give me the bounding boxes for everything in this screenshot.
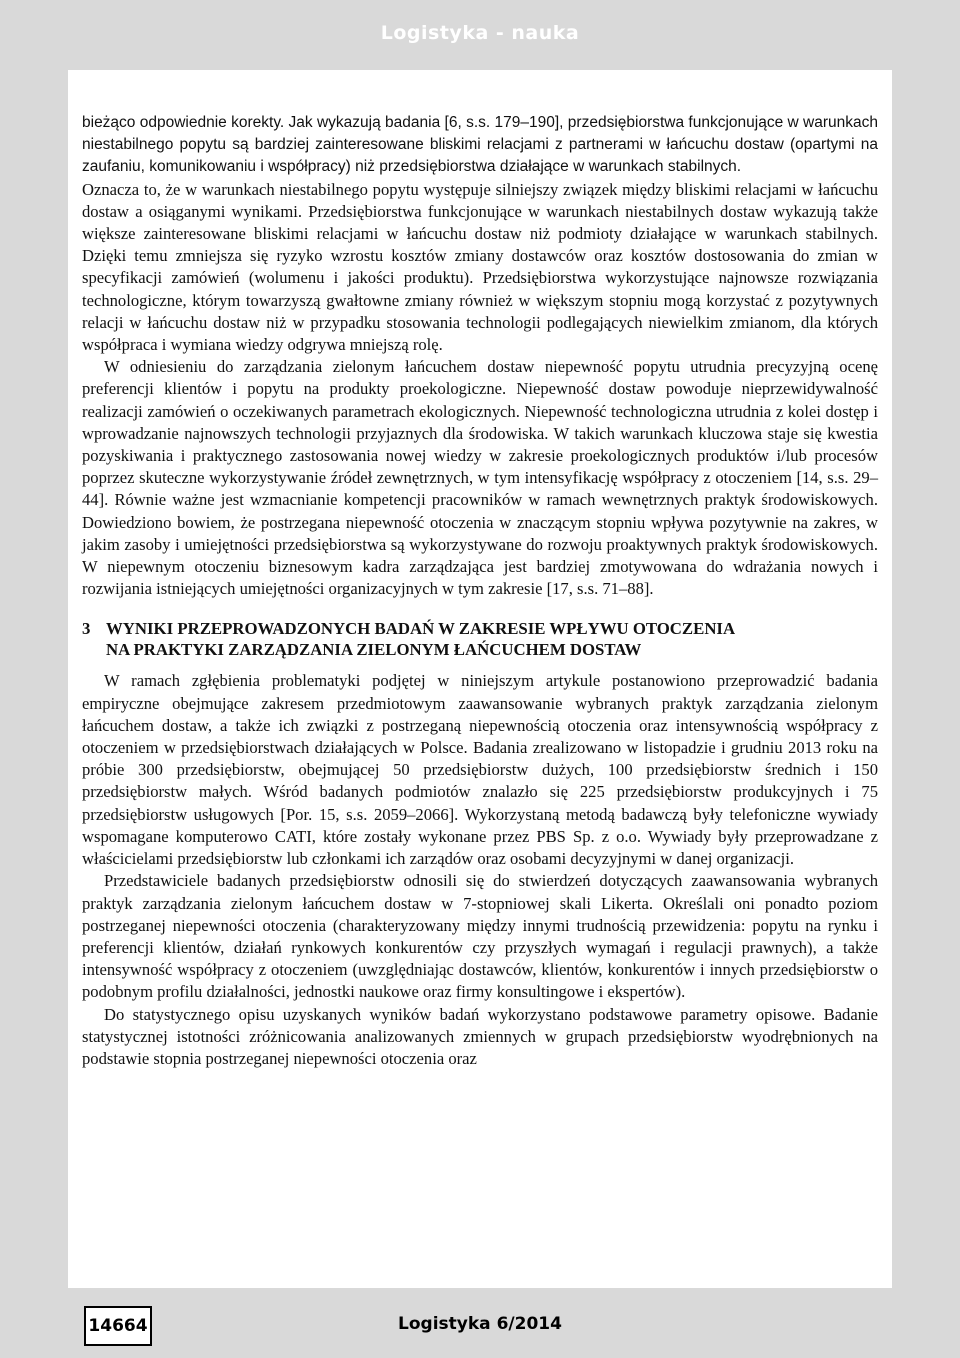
journal-issue: Logistyka 6/2014 <box>398 1314 562 1334</box>
paragraph: W odniesieniu do zarządzania zielonym łańcuchem dostaw niepewność popytu utrudnia precyzyjną ocenę preferencji klientów i popytu na produkty proekologiczne. Niepewność dostaw powoduje nieprzewidywalność realizacji zamówień o oczekiwanych parametrach ekologicznych. Niepewność technologiczna utrudnia z kolei dostęp i wprowadzanie najnowszych technologii przyjaznych dla środowiska. W takich warunkach kluczowa staje się kwestia pozyskiwania i praktycznego zastosowania nowej wiedzy w zakresie proekologicznych produktów i/lub procesów poprzez skuteczne wykorzystywanie źródeł zewnętrznych, w tym intensyfikację współpracy z otoczeniem [14, s.s. 29–44]. Równie ważne jest wzmacnianie kompetencji pracowników w ramach wewnętrznych praktyk środowiskowych. Dowiedziono bowiem, że postrzegana niepewność otoczenia w znaczącym stopniu wpływa pozytywnie na zakres, w jakim zasoby i umiejętności przedsiębiorstwa są wykorzystywane do rozwoju proaktywnych praktyk środowiskowych. W niepewnym otoczeniu biznesowym kadra zarządzająca jest bardziej zmotywowana do wdrażania nowych i rozwijania istniejących umiejętności organizacyjnych w tym zakresie [17, s.s. 71–88]. <box>82 357 878 599</box>
page-header <box>0 0 960 70</box>
journal-section-title: Logistyka - nauka <box>380 22 580 44</box>
paragraph: Przedstawiciele badanych przedsiębiorstw odnosili się do stwierdzeń dotyczących zaawansowania wybranych praktyk zarządzania zielonym łańcuchem dostaw w 7-stopniowej skali Likerta. Określali oni ponadto poziom postrzeganej niepewności otoczenia (charakteryzowany między innymi trudnością przewidzenia: popytu na rynku i preferencji klientów, działań rynkowych konkurentów czy przyszłych wymagań i regulacji prawnych), a także intensywność współpracy z otoczeniem (uwzględniając dostawców, klientów, konkurentów i innych przedsiębiorstw o podobnym profilu działalności, jednostki naukowe oraz firmy konsultingowe i ekspertów). <box>82 871 878 1002</box>
section-title-line: NA PRAKTYKI ZARZĄDZANIA ZIELONYM ŁAŃCUCHEM DOSTAW <box>106 640 642 660</box>
section-title <box>106 618 878 660</box>
paragraph: Do statystycznego opisu uzyskanych wyników badań wykorzystano podstawowe parametry opisowe. Badanie statystycznej istotności zróżnicowania analizowanych zmiennych w grupach przedsiębiorstw wyodrębnionych na podstawie stopnia postrzeganej niepewności otoczenia oraz <box>82 1004 878 1068</box>
article-text <box>82 112 878 1070</box>
section-heading <box>82 618 878 660</box>
section-number: 3 <box>82 619 91 639</box>
section-title-line: WYNIKI PRZEPROWADZONYCH BADAŃ W ZAKRESIE WPŁYWU OTOCZENIA <box>106 619 736 639</box>
paragraph: Oznacza to, że w warunkach niestabilnego popytu występuje silniejszy związek między bliskimi relacjami w łańcuchu dostaw a osiąganymi wynikami. Przedsiębiorstwa funkcjonujące w warunkach niestabilnych dostaw wykazują także większe zainteresowane bliskimi relacjami w łańcuchu dostaw niż podmioty działające w warunkach stabilnych. Dzięki temu zmniejsza się ryzyko wzrostu kosztów zmiany dostawców oraz kosztów dostosowania do zmian w specyfikacji zamówień (wolumenu i jakości produktu). Przedsiębiorstwa wykorzystujące najnowsze rozwiązania technologiczne, którym towarzyszą gwałtowne zmiany również w większym stopniu mogą korzystać z pozytywnych relacji w łańcuchu dostaw niż w przypadku stosowania technologii podlegających niewielkim zmianom, dla których współpraca i wymiana wiedzy odgrywa mniejszą rolę. <box>82 179 878 355</box>
page-footer <box>0 1288 960 1358</box>
page-body <box>68 70 892 1288</box>
page-number: 14664 <box>84 1306 152 1346</box>
paragraph: bieżąco odpowiednie korekty. Jak wykazują badania [6, s.s. 179–190], przedsiębiorstwa funkcjonujące w warunkach niestabilnego popytu są bardziej zainteresowane bliskimi relacjami z partnerami w łańcuchu dostaw (opartymi na zaufaniu, komunikowaniu i współpracy) niż przedsiębiorstwa działające w warunkach stabilnych. <box>82 114 878 176</box>
paragraph: W ramach zgłębienia problematyki podjętej w niniejszym artykule postanowiono przeprowadzić badania empiryczne obejmujące zakresem przedmiotowym zaawansowanie wybranych praktyk zarządzania zielonym łańcuchem dostaw, a także ich związki z postrzeganą niepewnością otoczenia oraz intensywnością współpracy z otoczeniem w przedsiębiorstwach działających w Polsce. Badania zrealizowano w listopadzie i grudniu 2013 roku na próbie 300 przedsiębiorstw, obejmującej 50 przedsiębiorstw dużych, 100 przedsiębiorstw średnich i 150 przedsiębiorstw małych. Wśród badanych podmiotów znalazło się 225 przedsiębiorstw produkcyjnych i 75 przedsiębiorstw usługowych [Por. 15, s.s. 2059–2066]. Wykorzystaną metodą badawczą były telefoniczne wywiady wspomagane komputerowo CATI, które zostały wykonane przez PBS Sp. z o.o. Wywiady były przeprowadzane z właścicielami przedsiębiorstw lub członkami ich zarządów oraz osobami decyzyjnymi w danej organizacji. <box>82 671 878 869</box>
